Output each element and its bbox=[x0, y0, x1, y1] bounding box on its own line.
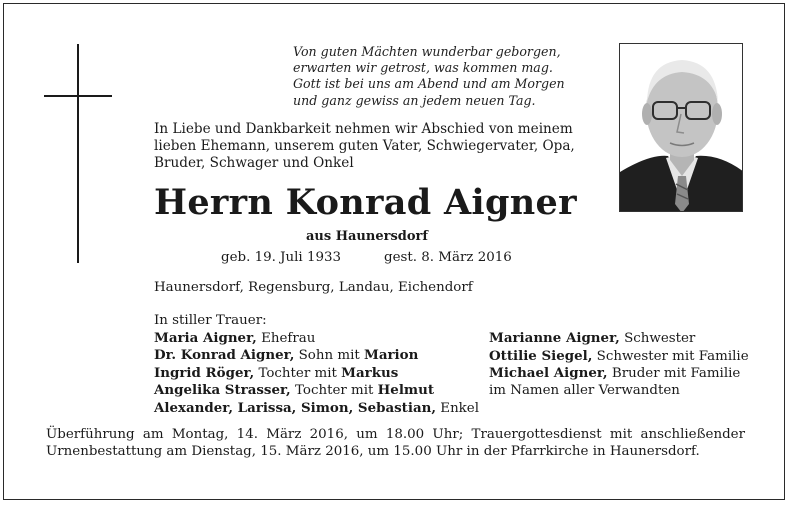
mourner-entry: Dr. Konrad Aigner, Sohn mit Marion bbox=[154, 347, 419, 364]
mourner-entry: im Namen aller Verwandten bbox=[489, 382, 680, 398]
intro-line: In Liebe und Dankbarkeit nehmen wir Abschied von meinem bbox=[154, 121, 573, 137]
mourners-left bbox=[154, 313, 479, 418]
intro-line: lieben Ehemann, unserem guten Vater, Schwiegervater, Opa, bbox=[154, 138, 575, 155]
mourner-entry: Marianne Aigner, Schwester bbox=[489, 330, 696, 346]
cross-icon-bar bbox=[44, 95, 112, 97]
mourner-entry: Alexander, Larissa, Simon, Sebastian, Enkel bbox=[154, 399, 480, 416]
intro-line: Bruder, Schwager und Onkel bbox=[154, 155, 354, 172]
mourners-right bbox=[489, 330, 749, 399]
poem-line: erwarten wir getrost, was kommen mag. bbox=[293, 60, 553, 76]
mourner-entry: Angelika Strasser, Tochter mit Helmut bbox=[154, 382, 435, 399]
poem-line: Gott ist bei uns am Abend und am Morgen bbox=[293, 76, 565, 92]
places: Haunersdorf, Regensburg, Landau, Eichendorf bbox=[154, 280, 473, 295]
deceased-name: Herrn Konrad Aigner bbox=[154, 182, 577, 223]
mourner-entry: Ottilie Siegel, Schwester mit Familie bbox=[489, 347, 749, 364]
portrait-image bbox=[620, 44, 743, 212]
intro-text bbox=[154, 121, 575, 173]
poem bbox=[293, 44, 565, 109]
poem-line: und ganz gewiss an jedem neuen Tag. bbox=[293, 92, 536, 108]
birth-date: geb. 19. Juli 1933 bbox=[221, 250, 342, 265]
death-date: gest. 8. März 2016 bbox=[384, 250, 512, 265]
mourner-entry: Maria Aigner, Ehefrau bbox=[154, 329, 316, 346]
poem-line: Von guten Mächten wunderbar geborgen, bbox=[293, 44, 561, 59]
funeral-details: Überführung am Montag, 14. März 2016, um 18.00 Uhr; Trauergottesdienst mit anschließender Urnenbestattung am Dienstag, 15. März 2016, um 15.00 Uhr in der Pfarrkirche in Haunersdorf. bbox=[46, 427, 745, 460]
cross-icon bbox=[77, 44, 79, 263]
mourner-entry: Michael Aigner, Bruder mit Familie bbox=[489, 365, 741, 382]
portrait-photo bbox=[619, 43, 743, 212]
origin: aus Haunersdorf bbox=[306, 229, 428, 244]
mourners-heading: In stiller Trauer: bbox=[154, 313, 267, 328]
mourner-entry: Ingrid Röger, Tochter mit Markus bbox=[154, 364, 399, 381]
